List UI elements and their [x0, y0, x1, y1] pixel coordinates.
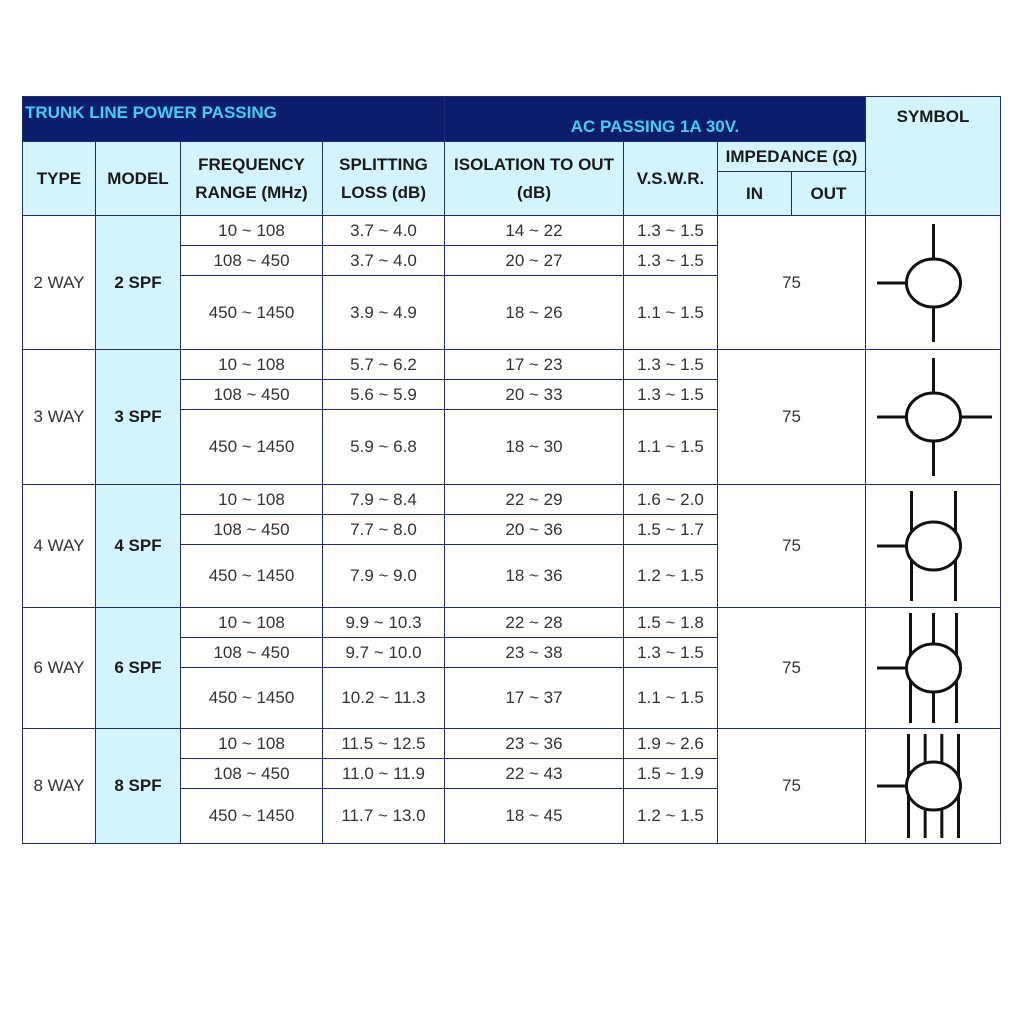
vswr-cell: 1.6 ~ 2.0 — [624, 485, 718, 515]
isolation-cell: 23 ~ 38 — [445, 638, 624, 668]
header-frequency-line2: RANGE (MHz) — [195, 182, 308, 202]
isolation-cell: 17 ~ 37 — [445, 668, 624, 729]
vswr-cell: 1.5 ~ 1.8 — [624, 608, 718, 638]
vswr-cell: 1.1 ~ 1.5 — [624, 668, 718, 729]
isolation-cell: 20 ~ 27 — [445, 246, 624, 276]
frequency-cell: 450 ~ 1450 — [181, 410, 323, 485]
frequency-cell: 10 ~ 108 — [181, 216, 323, 246]
vswr-cell: 1.3 ~ 1.5 — [624, 638, 718, 668]
table-body — [23, 216, 1001, 844]
header-isolation — [445, 142, 624, 216]
header-splitting-line1: SPLITTING — [339, 154, 428, 174]
splitting-loss-cell: 9.9 ~ 10.3 — [323, 608, 445, 638]
splitting-loss-cell: 3.9 ~ 4.9 — [323, 276, 445, 350]
frequency-cell: 108 ~ 450 — [181, 515, 323, 545]
frequency-cell: 450 ~ 1450 — [181, 545, 323, 608]
frequency-cell: 108 ~ 450 — [181, 759, 323, 789]
header-impedance-in: IN — [718, 172, 792, 216]
model-cell: 3 SPF — [96, 350, 181, 485]
header-impedance-out: OUT — [792, 172, 866, 216]
impedance-cell: 75 — [718, 485, 866, 608]
isolation-cell: 22 ~ 29 — [445, 485, 624, 515]
isolation-cell: 17 ~ 23 — [445, 350, 624, 380]
4-way-splitter-icon — [866, 487, 1000, 605]
symbol-cell — [866, 216, 1001, 350]
isolation-cell: 18 ~ 30 — [445, 410, 624, 485]
vswr-cell: 1.9 ~ 2.6 — [624, 729, 718, 759]
frequency-cell: 10 ~ 108 — [181, 729, 323, 759]
header-symbol: SYMBOL — [866, 97, 1001, 216]
table-subtitle: AC PASSING 1A 30V. — [445, 97, 866, 142]
type-cell: 8 WAY — [23, 729, 96, 844]
splitting-loss-cell: 5.6 ~ 5.9 — [323, 380, 445, 410]
6-way-splitter-icon — [866, 609, 1000, 727]
header-isolation-line2: (dB) — [517, 182, 551, 202]
vswr-cell: 1.3 ~ 1.5 — [624, 380, 718, 410]
splitting-loss-cell: 11.0 ~ 11.9 — [323, 759, 445, 789]
model-cell: 2 SPF — [96, 216, 181, 350]
vswr-cell: 1.1 ~ 1.5 — [624, 276, 718, 350]
vswr-cell: 1.5 ~ 1.7 — [624, 515, 718, 545]
vswr-cell: 1.3 ~ 1.5 — [624, 350, 718, 380]
symbol-cell — [866, 485, 1001, 608]
header-vswr: V.S.W.R. — [624, 142, 718, 216]
isolation-cell: 22 ~ 43 — [445, 759, 624, 789]
header-frequency — [181, 142, 323, 216]
type-cell: 3 WAY — [23, 350, 96, 485]
splitting-loss-cell: 11.5 ~ 12.5 — [323, 729, 445, 759]
isolation-cell: 22 ~ 28 — [445, 608, 624, 638]
frequency-cell: 108 ~ 450 — [181, 246, 323, 276]
impedance-cell: 75 — [718, 729, 866, 844]
frequency-cell: 450 ~ 1450 — [181, 789, 323, 844]
frequency-cell: 450 ~ 1450 — [181, 668, 323, 729]
table-title: TRUNK LINE POWER PASSING — [23, 97, 445, 142]
model-cell: 6 SPF — [96, 608, 181, 729]
splitting-loss-cell: 7.9 ~ 9.0 — [323, 545, 445, 608]
table-row — [23, 608, 1001, 638]
type-cell: 4 WAY — [23, 485, 96, 608]
header-frequency-line1: FREQUENCY — [198, 154, 305, 174]
type-cell: 6 WAY — [23, 608, 96, 729]
header-impedance: IMPEDANCE (Ω) — [718, 142, 866, 172]
table-row — [23, 216, 1001, 246]
type-cell: 2 WAY — [23, 216, 96, 350]
splitting-loss-cell: 7.7 ~ 8.0 — [323, 515, 445, 545]
splitting-loss-cell: 3.7 ~ 4.0 — [323, 246, 445, 276]
isolation-cell: 20 ~ 33 — [445, 380, 624, 410]
frequency-cell: 450 ~ 1450 — [181, 276, 323, 350]
symbol-cell — [866, 608, 1001, 729]
3-way-splitter-icon — [866, 352, 1000, 482]
model-cell: 4 SPF — [96, 485, 181, 608]
isolation-cell: 14 ~ 22 — [445, 216, 624, 246]
impedance-cell: 75 — [718, 350, 866, 485]
vswr-cell: 1.3 ~ 1.5 — [624, 216, 718, 246]
vswr-cell: 1.2 ~ 1.5 — [624, 789, 718, 844]
frequency-cell: 108 ~ 450 — [181, 638, 323, 668]
splitting-loss-cell: 9.7 ~ 10.0 — [323, 638, 445, 668]
isolation-cell: 20 ~ 36 — [445, 515, 624, 545]
symbol-cell — [866, 350, 1001, 485]
splitting-loss-cell: 11.7 ~ 13.0 — [323, 789, 445, 844]
symbol-cell — [866, 729, 1001, 844]
isolation-cell: 18 ~ 36 — [445, 545, 624, 608]
splitting-loss-cell: 7.9 ~ 8.4 — [323, 485, 445, 515]
isolation-cell: 18 ~ 26 — [445, 276, 624, 350]
frequency-cell: 10 ~ 108 — [181, 350, 323, 380]
splitter-spec-table — [22, 96, 1001, 844]
isolation-cell: 18 ~ 45 — [445, 789, 624, 844]
8-way-splitter-icon — [866, 730, 1000, 842]
vswr-cell: 1.2 ~ 1.5 — [624, 545, 718, 608]
vswr-cell: 1.3 ~ 1.5 — [624, 246, 718, 276]
impedance-cell: 75 — [718, 608, 866, 729]
isolation-cell: 23 ~ 36 — [445, 729, 624, 759]
model-cell: 8 SPF — [96, 729, 181, 844]
header-splitting-loss — [323, 142, 445, 216]
frequency-cell: 108 ~ 450 — [181, 380, 323, 410]
frequency-cell: 10 ~ 108 — [181, 608, 323, 638]
table-row — [23, 729, 1001, 759]
splitting-loss-cell: 10.2 ~ 11.3 — [323, 668, 445, 729]
splitting-loss-cell: 5.7 ~ 6.2 — [323, 350, 445, 380]
table-row — [23, 485, 1001, 515]
splitting-loss-cell: 5.9 ~ 6.8 — [323, 410, 445, 485]
table-row — [23, 350, 1001, 380]
header-splitting-line2: LOSS (dB) — [341, 182, 426, 202]
vswr-cell: 1.1 ~ 1.5 — [624, 410, 718, 485]
splitting-loss-cell: 3.7 ~ 4.0 — [323, 216, 445, 246]
impedance-cell: 75 — [718, 216, 866, 350]
frequency-cell: 10 ~ 108 — [181, 485, 323, 515]
header-model: MODEL — [96, 142, 181, 216]
header-isolation-line1: ISOLATION TO OUT — [454, 154, 614, 174]
header-type: TYPE — [23, 142, 96, 216]
vswr-cell: 1.5 ~ 1.9 — [624, 759, 718, 789]
2-way-splitter-icon — [866, 218, 1000, 348]
